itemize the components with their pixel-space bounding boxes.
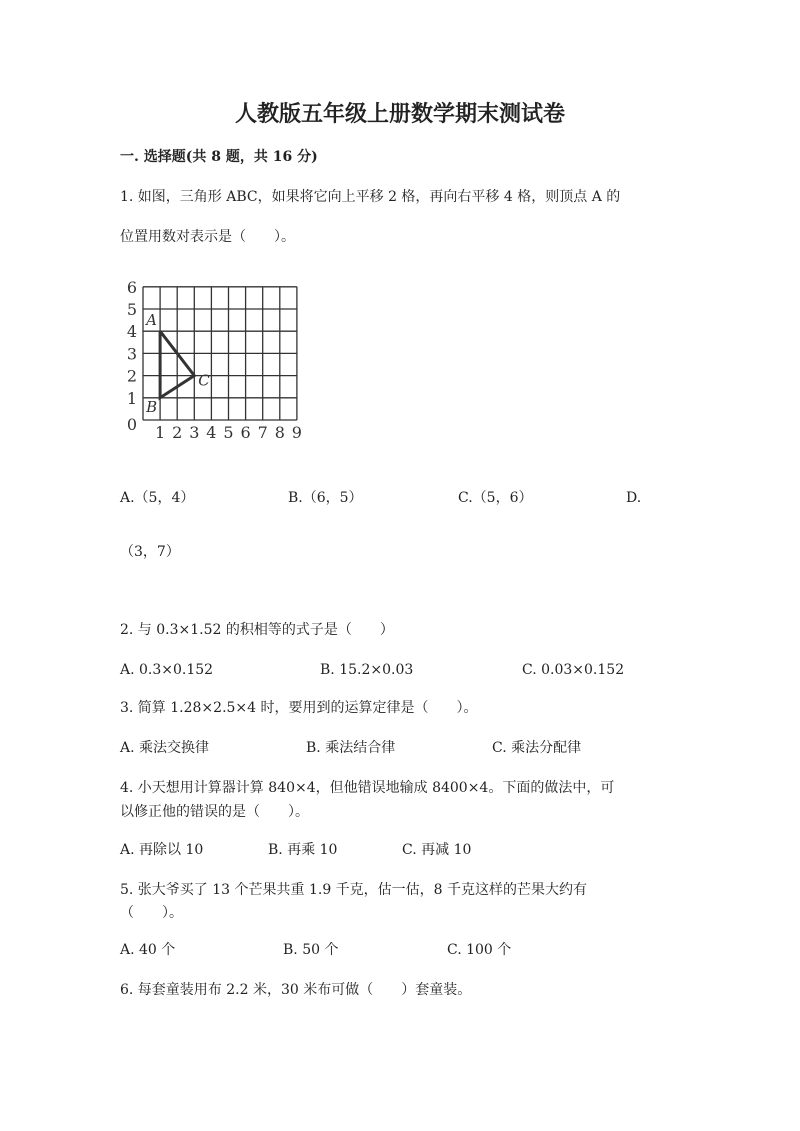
question-6: 6. 每套童装用布 2.2 米，30 米布可做（ ）套童装。 — [120, 982, 472, 998]
q3-option-b[interactable]: B. 乘法结合律 — [306, 740, 396, 756]
question-5-line-2: （ ）。 — [120, 905, 183, 921]
question-3: 3. 简算 1.28×2.5×4 时，要用到的运算定律是（ ）。 — [120, 700, 478, 716]
x-tick-label: 8 — [274, 423, 285, 442]
section-heading: 一. 选择题(共 8 题，共 16 分) — [120, 149, 318, 165]
question-2: 2. 与 0.3×1.52 的积相等的式子是（ ） — [120, 622, 394, 638]
x-tick-label: 6 — [240, 423, 251, 442]
q1-option-d-label[interactable]: D. — [626, 490, 642, 506]
coordinate-grid-figure — [120, 280, 320, 445]
y-tick-label: 5 — [126, 300, 137, 319]
q2-option-b[interactable]: B. 15.2×0.03 — [320, 662, 414, 678]
q3-option-c[interactable]: C. 乘法分配律 — [492, 740, 582, 756]
question-1-line-1: 1. 如图，三角形 ABC，如果将它向上平移 2 格，再向右平移 4 格，则顶点 A 的 — [120, 189, 621, 205]
vertex-label-a: A — [146, 311, 157, 330]
q1-option-c[interactable]: C.（5，6） — [458, 490, 533, 506]
y-tick-label: 0 — [126, 415, 137, 434]
question-5-line-1: 5. 张大爷买了 13 个芒果共重 1.9 千克，估一估，8 千克这样的芒果大约有 — [120, 882, 588, 898]
x-tick-label: 9 — [291, 423, 302, 442]
q2-option-c[interactable]: C. 0.03×0.152 — [522, 662, 625, 678]
y-tick-label: 3 — [126, 344, 137, 364]
y-tick-label: 2 — [126, 366, 137, 386]
vertex-label-b: B — [146, 397, 158, 416]
x-tick-label: 2 — [172, 423, 183, 442]
y-tick-label: 6 — [126, 280, 137, 297]
q5-option-c[interactable]: C. 100 个 — [447, 942, 512, 958]
q5-option-b[interactable]: B. 50 个 — [283, 942, 339, 958]
x-tick-label: 7 — [257, 423, 268, 442]
q3-option-a[interactable]: A. 乘法交换律 — [120, 740, 210, 756]
question-4-line-1: 4. 小天想用计算器计算 840×4，但他错误地输成 8400×4。下面的做法中，可 — [120, 780, 615, 796]
question-1-line-2: 位置用数对表示是（ ）。 — [120, 229, 295, 245]
vertex-label-c: C — [198, 371, 210, 390]
x-tick-label: 1 — [155, 423, 166, 442]
question-4-line-2: 以修正他的错误的是（ ）。 — [120, 804, 309, 820]
y-tick-label: 4 — [126, 322, 137, 342]
x-tick-label: 3 — [189, 423, 200, 442]
q4-option-a[interactable]: A. 再除以 10 — [120, 842, 204, 858]
q1-option-d-value[interactable]: （3，7） — [120, 544, 180, 560]
q5-option-a[interactable]: A. 40 个 — [120, 942, 176, 958]
q1-option-a[interactable]: A.（5，4） — [120, 490, 195, 506]
x-tick-label: 4 — [206, 423, 217, 442]
x-tick-label: 5 — [223, 423, 234, 442]
q4-option-c[interactable]: C. 再减 10 — [402, 842, 472, 858]
q2-option-a[interactable]: A. 0.3×0.152 — [120, 662, 214, 678]
y-tick-label: 1 — [126, 388, 137, 408]
page-title: 人教版五年级上册数学期末测试卷 — [234, 101, 565, 127]
q4-option-b[interactable]: B. 再乘 10 — [268, 842, 338, 858]
q1-option-b[interactable]: B.（6，5） — [288, 490, 363, 506]
